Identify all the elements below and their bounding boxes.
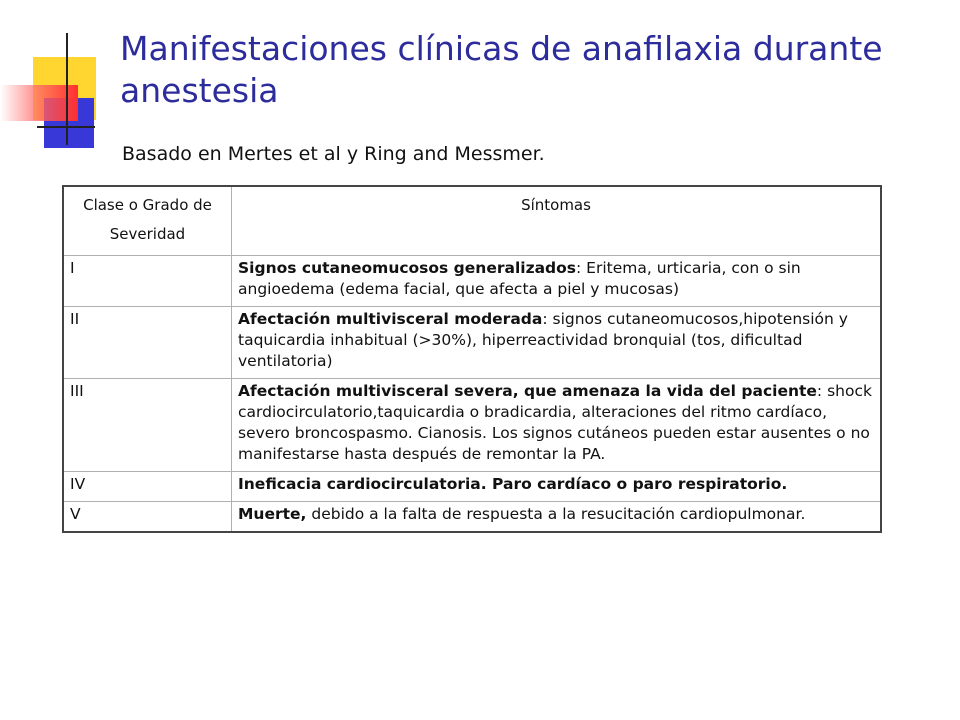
table-row: [63, 307, 881, 379]
row-grade: I: [63, 256, 232, 307]
header-grade: Clase o Grado de Severidad: [63, 186, 232, 256]
table-header-row: [63, 186, 881, 256]
symptom-heading: Muerte,: [238, 505, 307, 523]
symptom-heading: Afectación multivisceral severa, que amenaza la vida del paciente: [238, 382, 817, 400]
row-symptoms: [232, 502, 882, 533]
symptom-detail: debido a la falta de respuesta a la resucitación cardiopulmonar.: [306, 505, 806, 523]
row-symptoms: [232, 256, 882, 307]
table-row: [63, 502, 881, 533]
row-symptoms: [232, 307, 882, 379]
symptom-detail: : Eritema, urticaria, con o sin angioedema (edema facial, que afecta a piel y mucosas): [238, 259, 801, 298]
symptom-heading: Afectación multivisceral moderada: [238, 310, 543, 328]
decor-horizontal-line: [37, 126, 95, 128]
header-symptoms: Síntomas: [232, 186, 882, 256]
row-grade: III: [63, 379, 232, 472]
table-row: [63, 472, 881, 502]
slide-subtitle: Basado en Mertes et al y Ring and Messmer.: [122, 143, 545, 165]
row-symptoms: [232, 472, 882, 502]
symptom-detail: : signos cutaneomucosos,hipotensión y taquicardia inhabitual (>30%), hiperreactividad bronquial (tos, dificultad ventilatoria): [238, 310, 848, 370]
decor-vertical-line: [66, 33, 68, 145]
row-grade: IV: [63, 472, 232, 502]
symptom-detail: : shock cardiocirculatorio,taquicardia o bradicardia, alteraciones del ritmo cardíaco, severo broncospasmo. Cianosis. Los signos cutáneos pueden estar ausentes o no manifestarse hasta después de remontar la PA.: [238, 382, 872, 463]
table-row: [63, 256, 881, 307]
severity-table: [62, 185, 882, 533]
symptom-heading: Ineficacia cardiocirculatoria. Paro cardíaco o paro respiratorio.: [238, 475, 788, 493]
row-symptoms: [232, 379, 882, 472]
symptom-heading: Signos cutaneomucosos generalizados: [238, 259, 577, 277]
slide-title: Manifestaciones clínicas de anafilaxia durante anestesia: [120, 29, 883, 110]
row-grade: V: [63, 502, 232, 533]
table-row: [63, 379, 881, 472]
row-grade: II: [63, 307, 232, 379]
